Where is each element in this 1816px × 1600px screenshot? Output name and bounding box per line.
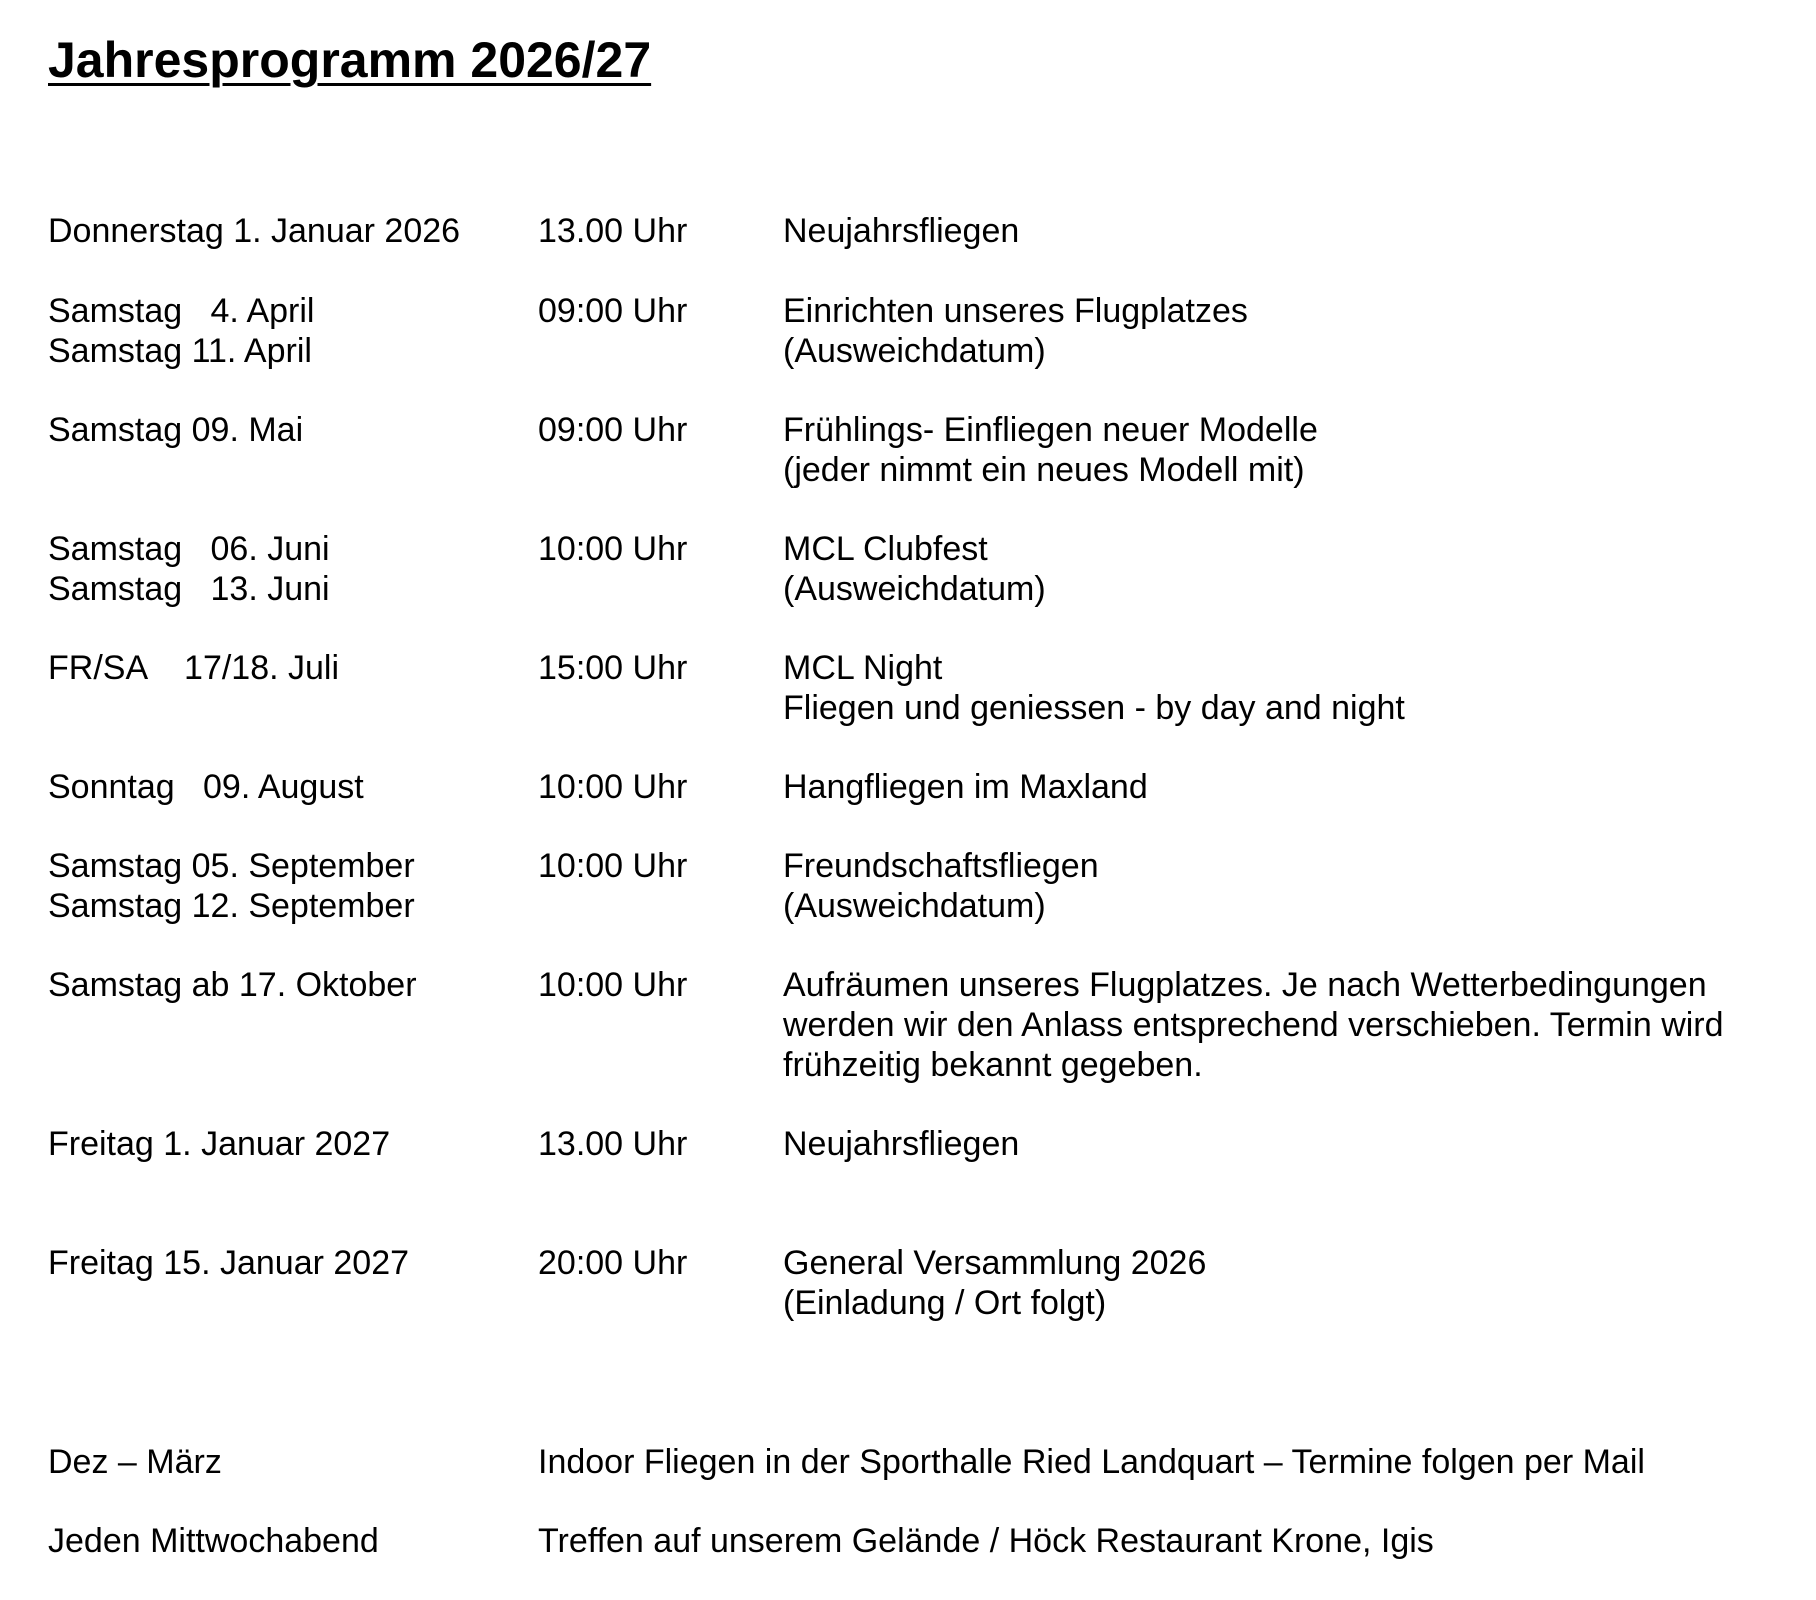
event-description-line: Freundschaftsfliegen [783,847,1099,885]
recurring-text: Treffen auf unserem Gelände / Höck Restaurant Krone, Igis [538,1522,1434,1560]
event-date-line: Samstag 11. April [48,332,312,370]
event-description [783,965,1783,1085]
event-description-line: Aufräumen unseres Flugplatzes. Je nach Wetterbedingungen [783,966,1707,1004]
event-time: 10:00 Uhr [538,966,688,1004]
event-date [48,1124,528,1164]
event-description-line: (Ausweichdatum) [783,332,1046,370]
recurring-period: Dez – März [48,1443,222,1481]
recurring-text: Indoor Fliegen in der Sporthalle Ried Landquart – Termine folgen per Mail [538,1443,1645,1481]
event-date-line: Samstag 06. Juni [48,530,330,568]
event-description-line: Fliegen und geniessen - by day and night [783,689,1405,727]
event-date [48,846,528,926]
event-description [783,846,1783,926]
event-description-line: Einrichten unseres Flugplatzes [783,292,1248,330]
event-date-line: Samstag ab 17. Oktober [48,966,417,1004]
event-description [783,1124,1783,1164]
event-description-line: (Ausweichdatum) [783,887,1046,925]
event-date-line: Samstag 09. Mai [48,411,304,449]
event-date-line: Sonntag 09. August [48,768,364,806]
event-date [48,291,528,371]
event-description-line: (jeder nimmt ein neues Modell mit) [783,451,1305,489]
event-description-line: frühzeitig bekannt gegeben. [783,1046,1203,1084]
page-title: Jahresprogramm 2026/27 [48,32,652,88]
event-date-line: Freitag 15. Januar 2027 [48,1244,410,1282]
event-date-line: Samstag 13. Juni [48,570,330,608]
event-date [48,410,528,450]
event-date-line: Samstag 12. September [48,887,415,925]
event-time: 13.00 Uhr [538,212,688,250]
event-date [48,529,528,609]
event-description-line: (Ausweichdatum) [783,570,1046,608]
event-description [783,410,1783,490]
event-date [48,767,528,807]
event-time: 13.00 Uhr [538,1125,688,1163]
event-date-line: Freitag 1. Januar 2027 [48,1125,391,1163]
event-time: 15:00 Uhr [538,649,688,687]
event-description-line: General Versammlung 2026 [783,1244,1207,1282]
event-date-line: Samstag 4. April [48,292,315,330]
event-date [48,648,528,688]
event-date-line: FR/SA 17/18. Juli [48,649,340,687]
event-date [48,965,528,1005]
event-description-line: MCL Night [783,649,943,687]
event-time: 09:00 Uhr [538,292,688,330]
event-description-line: MCL Clubfest [783,530,988,568]
event-description [783,1243,1783,1323]
event-description [783,291,1783,371]
event-time: 20:00 Uhr [538,1244,688,1282]
event-description [783,211,1783,251]
event-description [783,648,1783,728]
event-description-line: Frühlings- Einfliegen neuer Modelle [783,411,1318,449]
event-description [783,529,1783,609]
event-date-line: Samstag 05. September [48,847,415,885]
event-description-line: (Einladung / Ort folgt) [783,1284,1107,1322]
event-time: 10:00 Uhr [538,768,688,806]
event-description-line: werden wir den Anlass entsprechend verschieben. Termin wird [783,1006,1724,1044]
event-description-line: Neujahrsfliegen [783,212,1020,250]
event-time: 10:00 Uhr [538,847,688,885]
event-description-line: Neujahrsfliegen [783,1125,1020,1163]
event-description [783,767,1783,807]
event-date [48,1243,528,1283]
event-time: 09:00 Uhr [538,411,688,449]
event-description-line: Hangfliegen im Maxland [783,768,1148,806]
event-time: 10:00 Uhr [538,530,688,568]
event-date-line: Donnerstag 1. Januar 2026 [48,212,461,250]
recurring-period: Jeden Mittwochabend [48,1522,379,1560]
event-date [48,211,528,251]
